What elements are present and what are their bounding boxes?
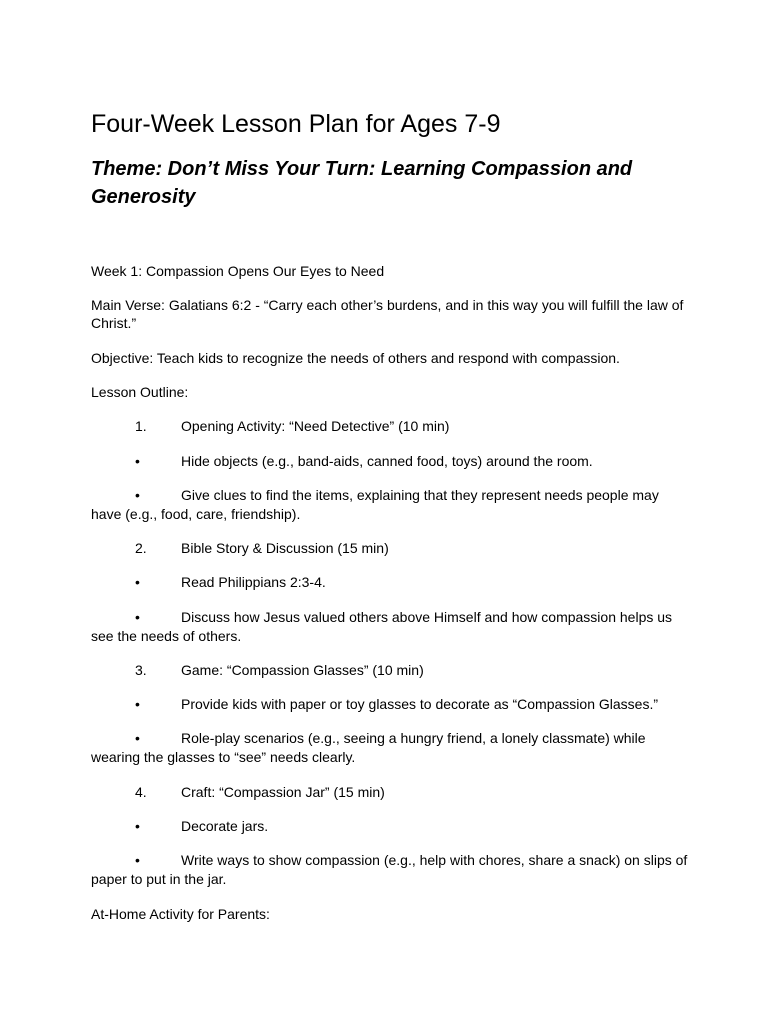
bullet-item-text: Hide objects (e.g., band-aids, canned food, toys) around the room. bbox=[181, 453, 593, 469]
list-item-text: Opening Activity: “Need Detective” (10 min) bbox=[181, 418, 450, 434]
bullet-marker: • bbox=[135, 453, 140, 469]
bullet-item-text: Provide kids with paper or toy glasses to decorate as “Compassion Glasses.” bbox=[181, 696, 658, 712]
list-marker: 2. bbox=[135, 540, 147, 556]
bullet-item bbox=[91, 729, 691, 766]
objective: Objective: Teach kids to recognize the needs of others and respond with compassion. bbox=[91, 350, 620, 366]
week1-heading: Week 1: Compassion Opens Our Eyes to Need bbox=[91, 263, 385, 279]
bullet-item-text: Read Philippians 2:3-4. bbox=[181, 574, 326, 590]
main-verse: Main Verse: Galatians 6:2 - “Carry each other’s burdens, and in this way you will fulfill the law of Christ.” bbox=[91, 297, 684, 331]
list-item-text: Bible Story & Discussion (15 min) bbox=[181, 540, 389, 556]
bullet-item bbox=[91, 608, 691, 645]
bullet-item-text: Discuss how Jesus valued others above Himself and how compassion helps us see the needs of others. bbox=[91, 609, 673, 644]
bullet-item bbox=[91, 452, 691, 471]
bullet-marker: • bbox=[135, 487, 140, 503]
bullet-item bbox=[91, 817, 691, 836]
bullet-marker: • bbox=[135, 609, 140, 625]
bullet-marker: • bbox=[135, 574, 140, 590]
list-item-text: Craft: “Compassion Jar” (15 min) bbox=[181, 784, 385, 800]
bullet-item-text: Write ways to show compassion (e.g., help with chores, share a snack) on slips of paper to put in the jar. bbox=[91, 852, 688, 887]
list-marker: 1. bbox=[135, 418, 147, 434]
list-item-text: Game: “Compassion Glasses” (10 min) bbox=[181, 662, 424, 678]
list-marker: 3. bbox=[135, 662, 147, 678]
at-home-label: At-Home Activity for Parents: bbox=[91, 906, 270, 922]
outline-label: Lesson Outline: bbox=[91, 384, 189, 400]
list-item bbox=[91, 417, 691, 436]
list-item bbox=[91, 661, 691, 680]
bullet-item-text: Decorate jars. bbox=[181, 818, 269, 834]
bullet-item bbox=[91, 695, 691, 714]
bullet-item bbox=[91, 851, 691, 888]
bullet-item bbox=[91, 486, 691, 523]
list-item bbox=[91, 539, 691, 558]
bullet-marker: • bbox=[135, 696, 140, 712]
bullet-marker: • bbox=[135, 852, 140, 868]
bullet-item-text: Give clues to find the items, explaining that they represent needs people may have (e.g., food, care, friendship). bbox=[91, 487, 659, 522]
list-item bbox=[91, 783, 691, 802]
list-marker: 4. bbox=[135, 784, 147, 800]
document-title: Four-Week Lesson Plan for Ages 7-9 bbox=[91, 110, 501, 138]
bullet-item bbox=[91, 573, 691, 592]
bullet-item-text: Role-play scenarios (e.g., seeing a hungry friend, a lonely classmate) while wearing the glasses to “see” needs clearly. bbox=[91, 730, 646, 765]
bullet-marker: • bbox=[135, 730, 140, 746]
theme-heading: Theme: Don’t Miss Your Turn: Learning Compassion and Generosity bbox=[91, 158, 633, 208]
bullet-marker: • bbox=[135, 818, 140, 834]
